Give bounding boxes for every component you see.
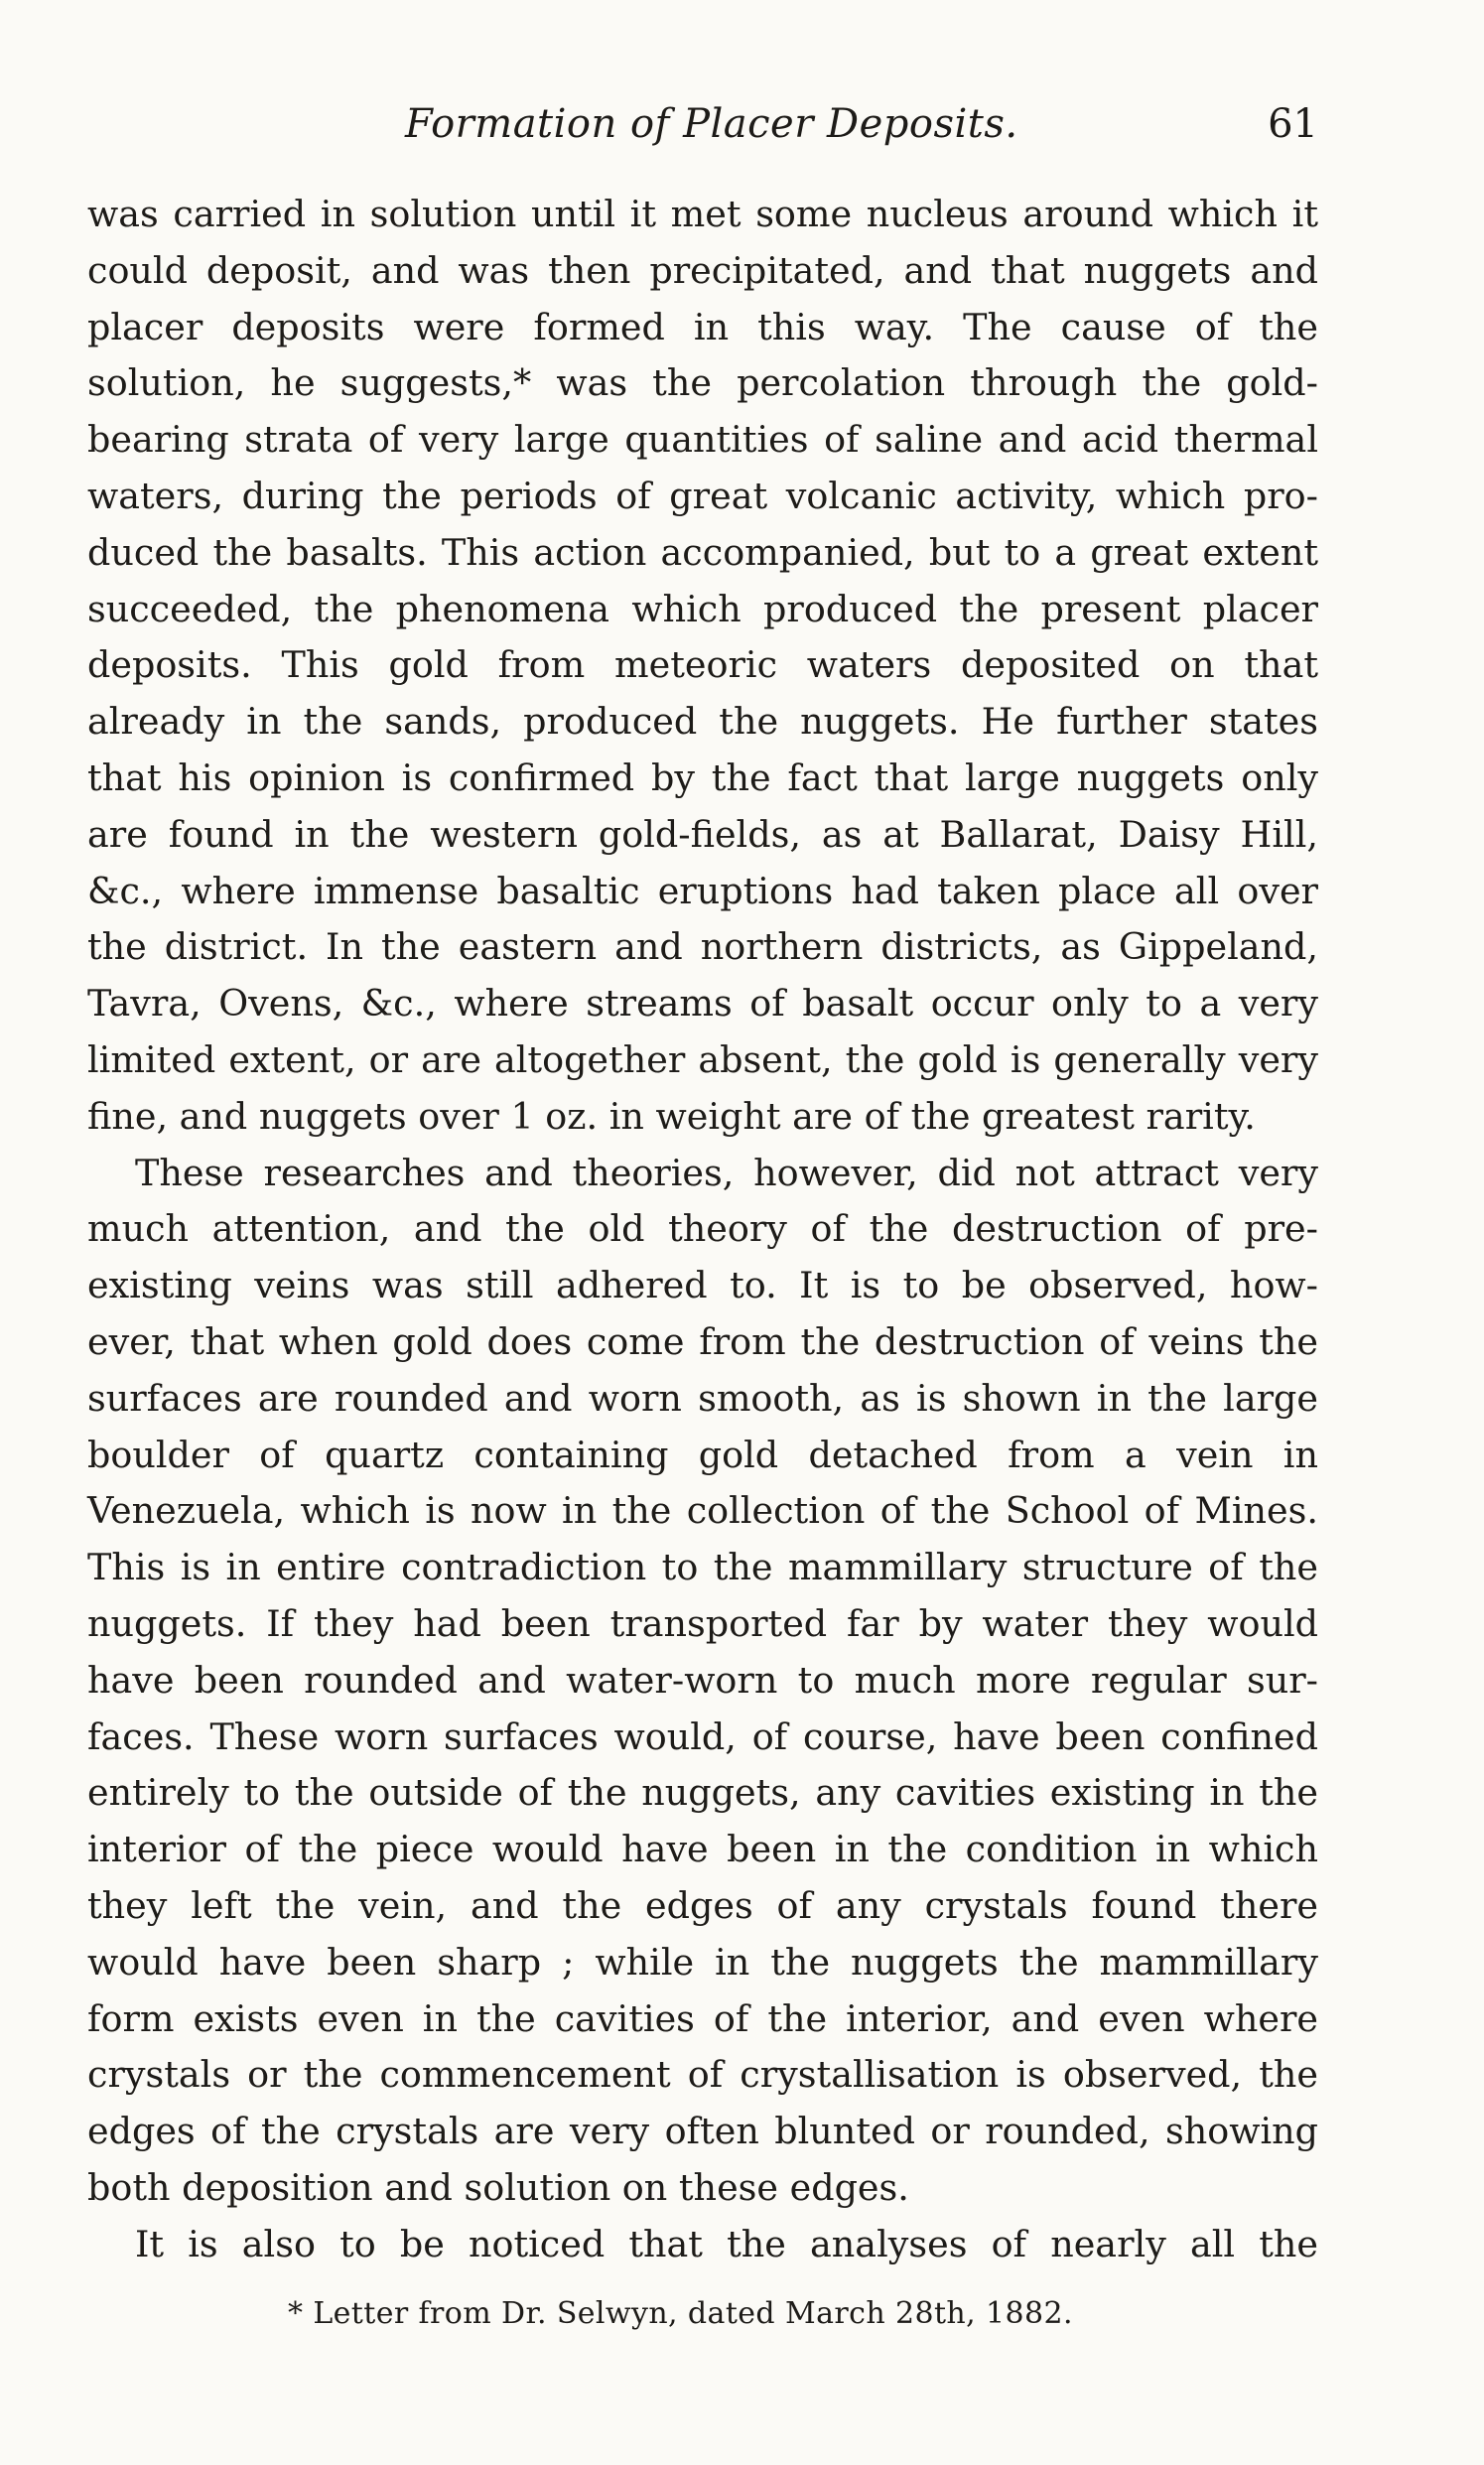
text-line: Tavra, Ovens, &c., where streams of basalt occur only to a very [87, 982, 1318, 1026]
text-line: would have been sharp ; while in the nuggets the mammillary [87, 1940, 1318, 1984]
text-line: ever, that when gold does come from the destruction of veins the [87, 1319, 1318, 1363]
text-line: interior of the piece would have been in the condition in which [87, 1828, 1318, 1871]
text-line: nuggets. If they had been transported far by water they would [87, 1601, 1318, 1645]
text-line: solution, he suggests,* was the percolation through the gold- [87, 361, 1318, 405]
text-line: Venezuela, which is now in the collection of the School of Mines. [87, 1489, 1318, 1533]
text-line: placer deposits were formed in this way. The cause of the [87, 305, 1318, 348]
text-line: form exists even in the cavities of the interior, and even where [87, 1996, 1318, 2040]
text-line: existing veins was still adhered to. It is to be observed, how- [87, 1264, 1318, 1307]
page-number: 61 [1268, 101, 1318, 147]
text-line: already in the sands, produced the nuggets. He further states [87, 700, 1318, 744]
text-line: could deposit, and was then precipitated, and that nuggets and [87, 248, 1318, 292]
running-title: Formation of Placer Deposits. [405, 101, 1018, 147]
text-line: surfaces are rounded and worn smooth, as is shown in the large [87, 1376, 1318, 1420]
paragraph-first-line: These researches and theories, however, did not attract very [135, 1151, 1318, 1194]
footnote: * Letter from Dr. Selwyn, dated March 28th, 1882. [288, 2296, 1073, 2331]
text-line: crystals or the commencement of crystallisation is observed, the [87, 2053, 1318, 2097]
text-line: boulder of quartz containing gold detached from a vein in [87, 1433, 1318, 1476]
body-text [87, 187, 1318, 2272]
text-line: the district. In the eastern and northern districts, as Gippeland, [87, 925, 1318, 969]
text-line: &c., where immense basaltic eruptions had taken place all over [87, 869, 1318, 912]
text-line: This is in entire contradiction to the mammillary structure of the [87, 1546, 1318, 1589]
text-line: are found in the western gold-fields, as at Ballarat, Daisy Hill, [87, 812, 1318, 856]
text-line: limited extent, or are altogether absent, the gold is generally very [87, 1037, 1318, 1081]
text-line: both deposition and solution on these edges. [87, 2165, 909, 2209]
text-line: much attention, and the old theory of the destruction of pre- [87, 1207, 1318, 1251]
paragraph-first-line: It is also to be noticed that the analyses of nearly all the [135, 2222, 1318, 2265]
text-line: was carried in solution until it met some nucleus around which it [87, 193, 1318, 235]
text-line: have been rounded and water-worn to much more regular sur- [87, 1658, 1318, 1702]
text-line: succeeded, the phenomena which produced the present placer [87, 587, 1318, 630]
text-line: waters, during the periods of great volcanic activity, which pro- [87, 474, 1318, 517]
text-line: entirely to the outside of the nuggets, any cavities existing in the [87, 1771, 1318, 1815]
text-line: that his opinion is confirmed by the fact that large nuggets only [87, 755, 1318, 799]
text-line: bearing strata of very large quantities of saline and acid thermal [87, 418, 1318, 462]
text-line: deposits. This gold from meteoric waters deposited on that [87, 643, 1318, 687]
text-line: edges of the crystals are very often blunted or rounded, showing [87, 2110, 1318, 2153]
text-line: faces. These worn surfaces would, of course, have been confined [87, 1714, 1318, 1758]
text-line: fine, and nuggets over 1 oz. in weight are of the greatest rarity. [87, 1094, 1256, 1138]
running-head [87, 89, 1318, 159]
text-line: they left the vein, and the edges of any crystals found there [87, 1883, 1318, 1927]
text-line: duced the basalts. This action accompanied, but to a great extent [87, 530, 1318, 574]
